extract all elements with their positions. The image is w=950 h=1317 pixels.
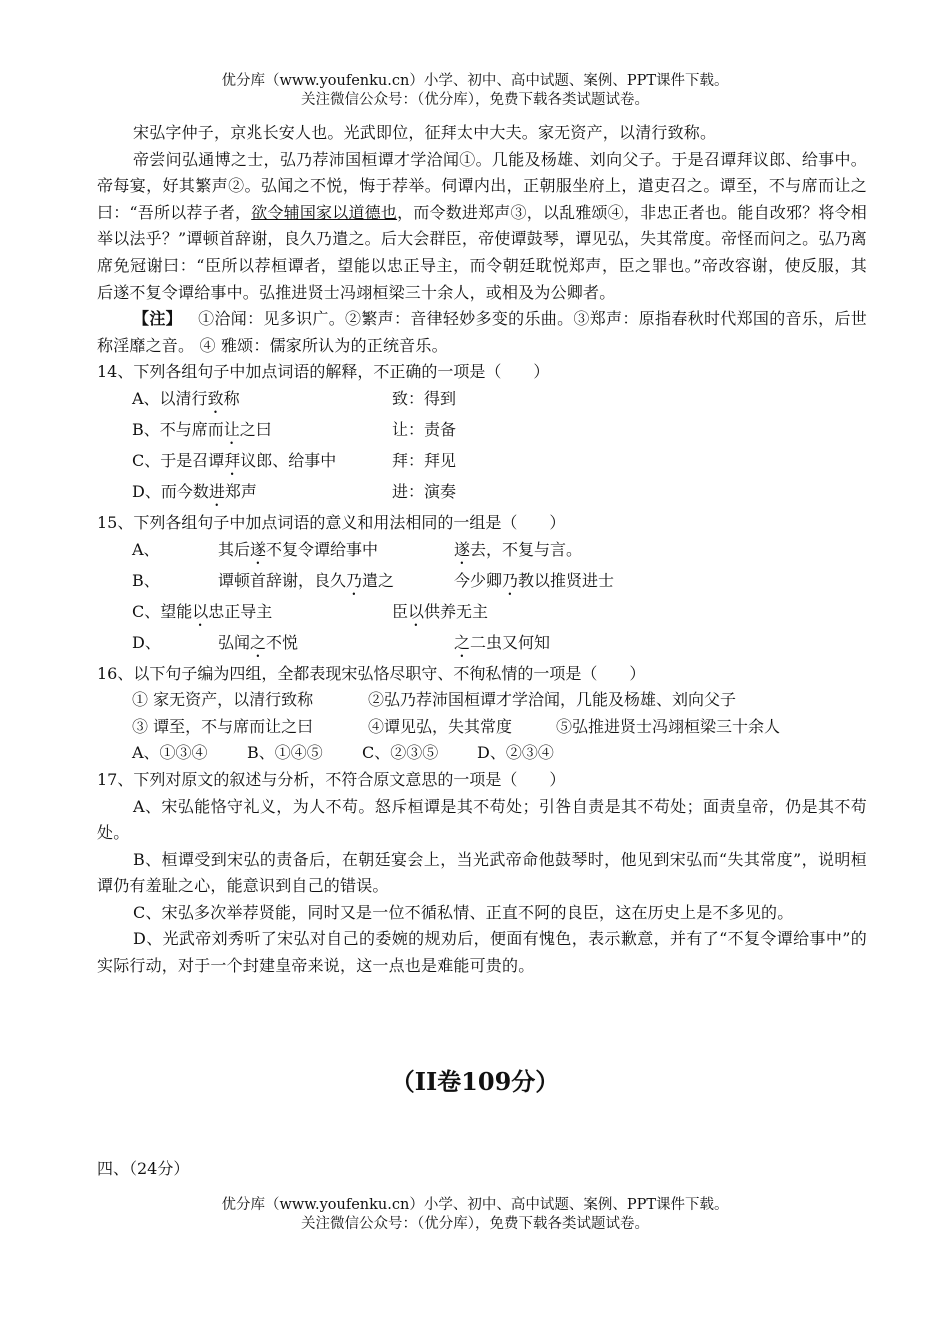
header-line-1: 优分库（www.youfenku.cn）小学、初中、高中试题、案例、PPT课件下载。 <box>221 73 729 89</box>
q16-row-1: ① 家无资产，以清行致称 ②弘乃荐沛国桓谭才学洽闻，几能及杨雄、刘向父子 <box>132 690 737 710</box>
note-text: ①洽闻：见多识广。②繁声：音律轻妙多变的乐曲。③郑声：原指春秋时代郑国的音乐，后世称淫靡之音。 ④ 雅颂：儒家所认为的正统音乐。 <box>97 309 868 355</box>
underlined-phrase: 欲令辅国家以道德也 <box>251 202 398 222</box>
part-4-label: 四、（24分） <box>97 1159 190 1178</box>
q14-option-a: A、以清行致称 致：得到 <box>132 388 457 408</box>
q17-option-d: D、光武帝刘秀听了宋弘对自己的委婉的规劝后，便面有愧色，表示歉意，并有了“不复令谭给事中”的实际行动，对于一个封建皇帝来说，这一点也是难能可贵的。 <box>97 929 867 976</box>
q17-option-a: A、宋弘能恪守礼义，为人不苟。怒斥桓谭是其不苟处；引咎自责是其不苟处；面责皇帝，仍是其不苟处。 <box>97 796 867 843</box>
header-line-2: 关注微信公众号：（优分库），免费下载各类试题试卷。 <box>301 92 649 108</box>
question-17-stem: 17、下列对原文的叙述与分析，不符合原文意思的一项是（ ） <box>97 769 566 789</box>
page-footer <box>0 1196 950 1234</box>
question-16-stem: 16、以下句子编为四组，全都表现宋弘恪尽职守、不徇私情的一项是（ ） <box>97 663 646 683</box>
passage-notes <box>97 306 867 359</box>
q15-option-a: A、 其后遂不复令谭给事中 遂去，不复与言。 <box>132 539 583 559</box>
q16-choice-a: A、①③④ <box>132 743 208 763</box>
exam-body <box>97 120 867 980</box>
q17-option-b: B、桓谭受到宋弘的责备后，在朝廷宴会上，当光武帝命他鼓琴时，他见到宋弘而“失其常度”，说明桓谭仍有羞耻之心，能意识到自己的错误。 <box>97 849 867 896</box>
question-14-stem: 14、下列各组句子中加点词语的解释，不正确的一项是（ ） <box>97 362 550 382</box>
note-label: 【注】 <box>133 309 182 329</box>
q16-choice-b: B、①④⑤ <box>247 743 323 763</box>
q16-row-2: ③ 谭至，不与席而让之曰 ④谭见弘，失其常度 ⑤弘推进贤士冯翊桓梁三十余人 <box>132 716 781 736</box>
footer-line-2: 关注微信公众号：（优分库），免费下载各类试题试卷。 <box>301 1216 649 1232</box>
passage-paragraph-1: 宋弘字仲子，京兆长安人也。光武即位，征拜太中大夫。家无资产，以清行致称。 <box>133 123 717 142</box>
passage-paragraph-2: 帝尝问弘通博之士，弘乃荐沛国桓谭才学洽闻①。几能及杨雄、刘向父子。于是召谭拜议郎、给事中。帝每宴，好其繁声②。弘闻之不悦，悔于荐举。伺谭内出，正朝服坐府上，遣吏召之。谭至，不与席而让之曰：“吾所以荐子者，欲令辅国家以道德也，而令数进郑声③，以乱雅颂④，非忠正者也。能自改邪？将令相举以法乎？”谭顿首辞谢，良久乃遣之。后大会群臣，帝使谭鼓琴，谭见弘，失其常度。帝怪而问之。弘乃离席免冠谢曰：“臣所以荐桓谭者，望能以忠正导主，而令朝廷耽悦郑声，臣之罪也。”帝改容谢，使反服，其后遂不复令谭给事中。弘推进贤士冯翊桓梁三十余人，或相及为公卿者。 <box>97 149 867 302</box>
footer-line-1: 优分库（www.youfenku.cn）小学、初中、高中试题、案例、PPT课件下载。 <box>221 1197 729 1213</box>
question-15-stem: 15、下列各组句子中加点词语的意义和用法相同的一组是（ ） <box>97 512 566 532</box>
q16-choice-c: C、②③⑤ <box>362 743 439 763</box>
page-header <box>0 72 950 110</box>
q15-option-b: B、 谭顿首辞谢，良久乃遣之 今少卿乃教以推贤进士 <box>132 570 615 590</box>
section-2-title: （II卷109分） <box>390 1067 560 1096</box>
q16-choice-d: D、②③④ <box>477 743 554 763</box>
q17-option-c: C、宋弘多次举荐贤能，同时又是一位不循私情、正直不阿的良臣，这在历史上是不多见的。 <box>133 902 794 922</box>
q15-option-c: C、望能以忠正导主 臣以供养无主 <box>132 601 489 621</box>
q14-option-d: D、而今数进郑声 进：演奏 <box>132 481 457 501</box>
q16-choices <box>97 740 867 767</box>
q14-option-c: C、于是召谭拜议郎、给事中 拜：拜见 <box>132 450 457 470</box>
q14-option-b: B、不与席而让之曰 让：责备 <box>132 419 457 439</box>
q15-option-d: D、 弘闻之不悦 之二虫又何知 <box>132 632 551 652</box>
